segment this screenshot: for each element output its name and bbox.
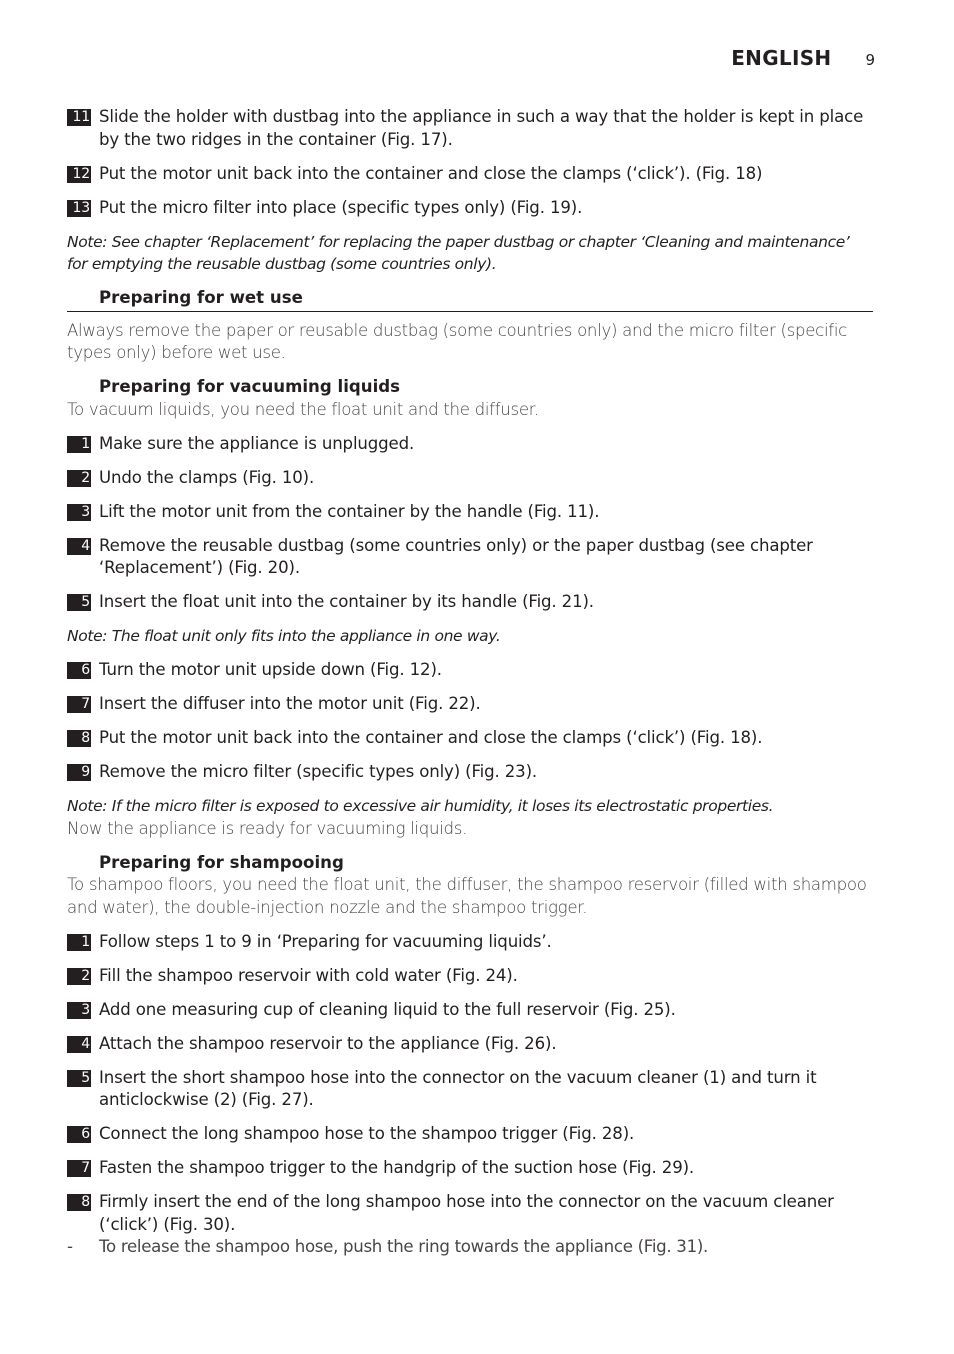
step-number: 11 [67,109,91,126]
step-number: 3 [67,504,91,521]
shampoo-step-6 [67,1123,873,1146]
shampoo-step-7 [67,1157,873,1180]
step-number: 1 [67,934,91,951]
step-number: 9 [67,764,91,781]
step-text: Undo the clamps (Fig. 10). [99,467,315,487]
section-heading-shampooing: Preparing for shampooing [99,852,344,872]
liquids-step-5 [67,591,873,614]
liquids-step-7 [67,693,873,716]
step-number: 6 [67,662,91,679]
liquids-step-3 [67,501,873,524]
step-text: Insert the short shampoo hose into the connector on the vacuum cleaner (1) and turn it anticlockwise (2) (Fig. 27). [99,1067,817,1109]
shampoo-step-3 [67,999,873,1022]
liquids-step-4 [67,535,873,580]
step-text: Put the motor unit back into the container and close the clamps (‘click’) (Fig. 18). [99,728,763,747]
step-number: 7 [67,1160,91,1177]
bullet-text: To release the shampoo hose, push the ring towards the appliance (Fig. 31). [99,1237,708,1256]
step-number: 7 [67,696,91,713]
step-number: 4 [67,538,91,555]
step-text: Slide the holder with dustbag into the appliance in such a way that the holder is kept in place by the two ridges in the container (Fig. 17). [99,107,864,149]
step-text: Add one measuring cup of cleaning liquid to the full reservoir (Fig. 25). [99,999,676,1019]
step-12 [67,163,873,186]
liquids-intro: To vacuum liquids, you need the float unit and the diffuser. [67,399,539,419]
step-text: Remove the reusable dustbag (some countries only) or the paper dustbag (see chapter ‘Replacement’) (Fig. 20). [99,535,813,577]
step-text: Follow steps 1 to 9 in ‘Preparing for vacuuming liquids’. [99,931,552,951]
release-hose-bullet [67,1236,873,1259]
shampoo-step-5 [67,1067,873,1112]
liquids-step-8 [67,727,873,750]
liquids-step-6 [67,659,873,682]
step-number: 8 [67,1194,91,1211]
step-number: 3 [67,1002,91,1019]
shampooing-intro: To shampoo floors, you need the float unit, the diffuser, the shampoo reservoir (filled with shampoo and water), the double-injection nozzle and the shampoo trigger. [67,875,867,917]
step-number: 4 [67,1036,91,1053]
language-label: ENGLISH [731,46,832,70]
step-text: Turn the motor unit upside down (Fig. 12). [99,660,442,679]
page-number: 9 [865,51,875,69]
shampoo-step-4 [67,1033,873,1056]
page-header [731,46,875,70]
step-text: Attach the shampoo reservoir to the appliance (Fig. 26). [99,1033,557,1053]
step-number: 2 [67,968,91,985]
liquids-step-2 [67,467,873,490]
step-text: Put the micro filter into place (specific types only) (Fig. 19). [99,197,583,217]
step-text: Make sure the appliance is unplugged. [99,433,415,453]
step-text: Put the motor unit back into the container and close the clamps (‘click’). (Fig. 18) [99,163,763,183]
step-text: Firmly insert the end of the long shampoo hose into the connector on the vacuum cleaner (‘click’) (Fig. 30). [99,1192,834,1234]
step-text: Connect the long shampoo hose to the shampoo trigger (Fig. 28). [99,1124,635,1143]
note-replacement: Note: See chapter ‘Replacement’ for replacing the paper dustbag or chapter ‘Cleaning and maintenance’ for emptying the reusable dustbag (some countries only). [67,232,850,273]
step-text: Lift the motor unit from the container by the handle (Fig. 11). [99,501,600,521]
step-text: Remove the micro filter (specific types only) (Fig. 23). [99,762,538,781]
step-number: 1 [67,436,91,453]
step-text: Fill the shampoo reservoir with cold water (Fig. 24). [99,965,518,985]
step-number: 2 [67,470,91,487]
shampoo-step-8 [67,1191,873,1236]
section-heading-liquids: Preparing for vacuuming liquids [99,377,401,396]
note-float-unit: Note: The float unit only fits into the appliance in one way. [67,627,501,645]
liquids-step-1 [67,433,873,456]
liquids-ready-text: Now the appliance is ready for vacuuming liquids. [67,818,468,838]
shampoo-step-1 [67,931,873,954]
step-text: Fasten the shampoo trigger to the handgrip of the suction hose (Fig. 29). [99,1158,695,1177]
section-heading-wet-use: Preparing for wet use [67,287,873,312]
page-content [67,106,873,1259]
step-number: 8 [67,730,91,747]
step-11 [67,106,873,151]
bullet-dash: - [67,1237,73,1256]
wet-use-text: Always remove the paper or reusable dustbag (some countries only) and the micro filter (specific types only) before wet use. [67,320,847,362]
step-text: Insert the float unit into the container by its handle (Fig. 21). [99,592,594,611]
step-text: Insert the diffuser into the motor unit (Fig. 22). [99,694,481,713]
step-number: 5 [67,1070,91,1087]
note-humidity: Note: If the micro filter is exposed to excessive air humidity, it loses its electrostatic properties. [67,797,774,815]
shampoo-step-2 [67,965,873,988]
step-13 [67,197,873,220]
step-number: 5 [67,594,91,611]
step-number: 12 [67,166,91,183]
step-number: 13 [67,200,91,217]
step-number: 6 [67,1126,91,1143]
liquids-step-9 [67,761,873,784]
